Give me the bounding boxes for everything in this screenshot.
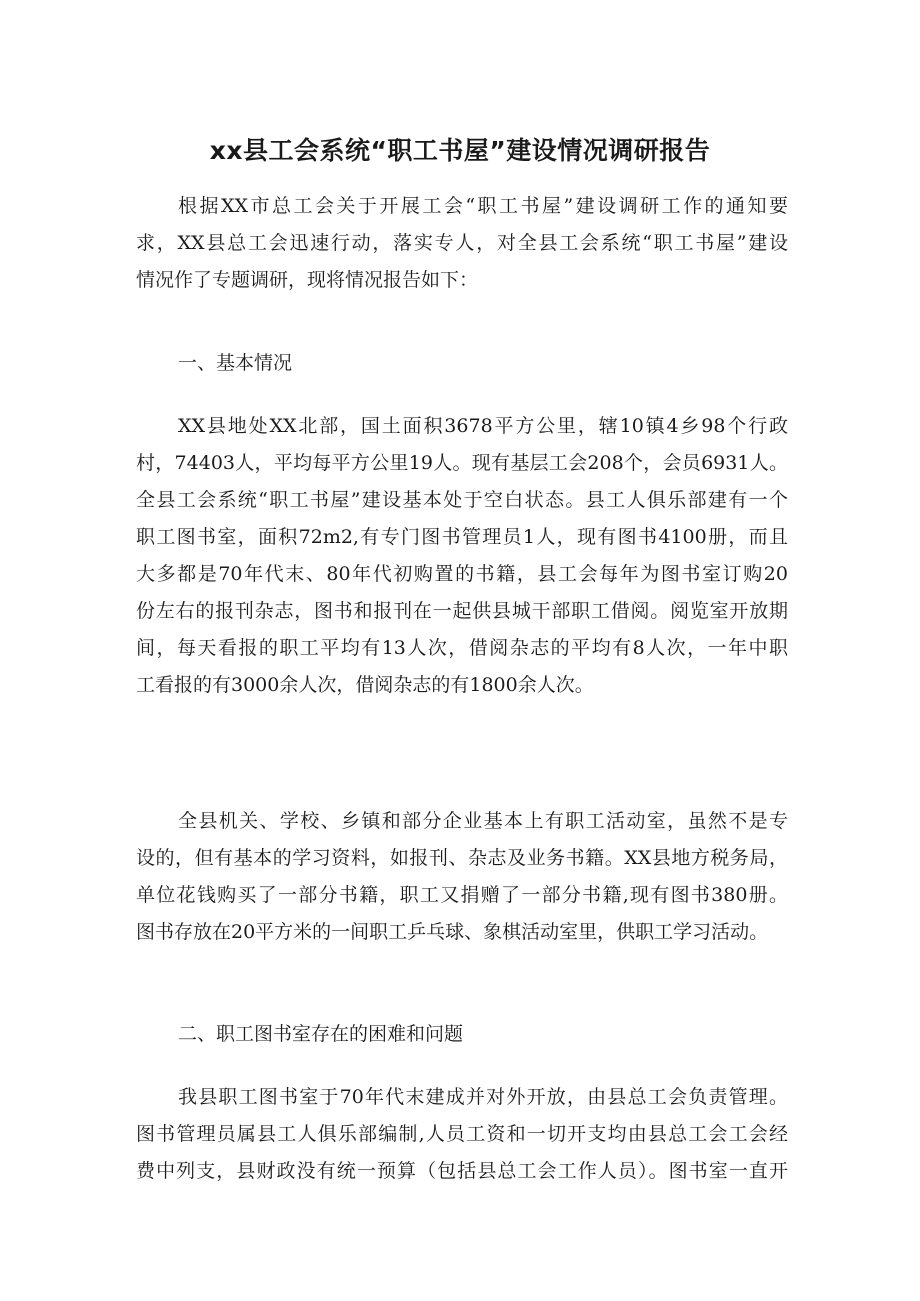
paragraph-line: 村，74403人，平均每平方公里19人。现有基层工会208个，会员6931人。 [136, 452, 788, 474]
section-heading-problems: 二、职工图书室存在的困难和问题 [178, 1023, 464, 1045]
paragraph-line: 单位花钱购买了一部分书籍，职工又捐赠了一部分书籍,现有图书380册。 [136, 884, 788, 906]
paragraph-line: XX县地处XX北部，国土面积3678平方公里，辖10镇4乡98个行政 [178, 415, 788, 437]
paragraph-line: 份左右的报刊杂志，图书和报刊在一起供县城干部职工借阅。阅览室开放期 [136, 600, 788, 622]
paragraph-line: 我县职工图书室于70年代末建成并对外开放，由县总工会负责管理。 [178, 1086, 788, 1108]
paragraph-line: 全县机关、学校、乡镇和部分企业基本上有职工活动室，虽然不是专 [178, 810, 788, 832]
section1-paragraph-2 [136, 803, 788, 951]
paragraph-line: 职工图书室，面积72m2,有专门图书管理员1人，现有图书4100册，而且 [136, 526, 788, 548]
paragraph-line: 根据XX市总工会关于开展工会“职工书屋”建设调研工作的通知要 [178, 195, 788, 217]
paragraph-line: 求，XX县总工会迅速行动，落实专人，对全县工会系统“职工书屋”建设 [136, 232, 788, 254]
paragraph-line: 全县工会系统“职工书屋”建设基本处于空白状态。县工人俱乐部建有一个 [136, 489, 788, 511]
intro-paragraph [136, 188, 788, 299]
paragraph-line: 图书管理员属县工人俱乐部编制,人员工资和一切开支均由县总工会工会经 [136, 1123, 788, 1145]
paragraph-line: 大多都是70年代末、80年代初购置的书籍，县工会每年为图书室订购20 [136, 563, 788, 585]
paragraph-line: 情况作了专题调研，现将情况报告如下： [136, 269, 479, 291]
paragraph-line: 工看报的有3000余人次，借阅杂志的有1800余人次。 [136, 674, 594, 696]
paragraph-line: 费中列支，县财政没有统一预算（包括县总工会工作人员）。图书室一直开 [136, 1160, 788, 1182]
paragraph-line: 设的，但有基本的学习资料，如报刊、杂志及业务书籍。XX县地方税务局， [136, 847, 788, 869]
section2-paragraph-1 [136, 1079, 788, 1190]
paragraph-line: 图书存放在20平方米的一间职工乒乓球、象棋活动室里，供职工学习活动。 [136, 921, 769, 943]
section-heading-basic: 一、基本情况 [178, 352, 293, 374]
paragraph-line: 间，每天看报的职工平均有13人次，借阅杂志的平均有8人次，一年中职 [136, 637, 788, 659]
document-title: xx县工会系统“职工书屋”建设情况调研报告 [209, 136, 711, 165]
section1-paragraph-1 [136, 408, 788, 704]
